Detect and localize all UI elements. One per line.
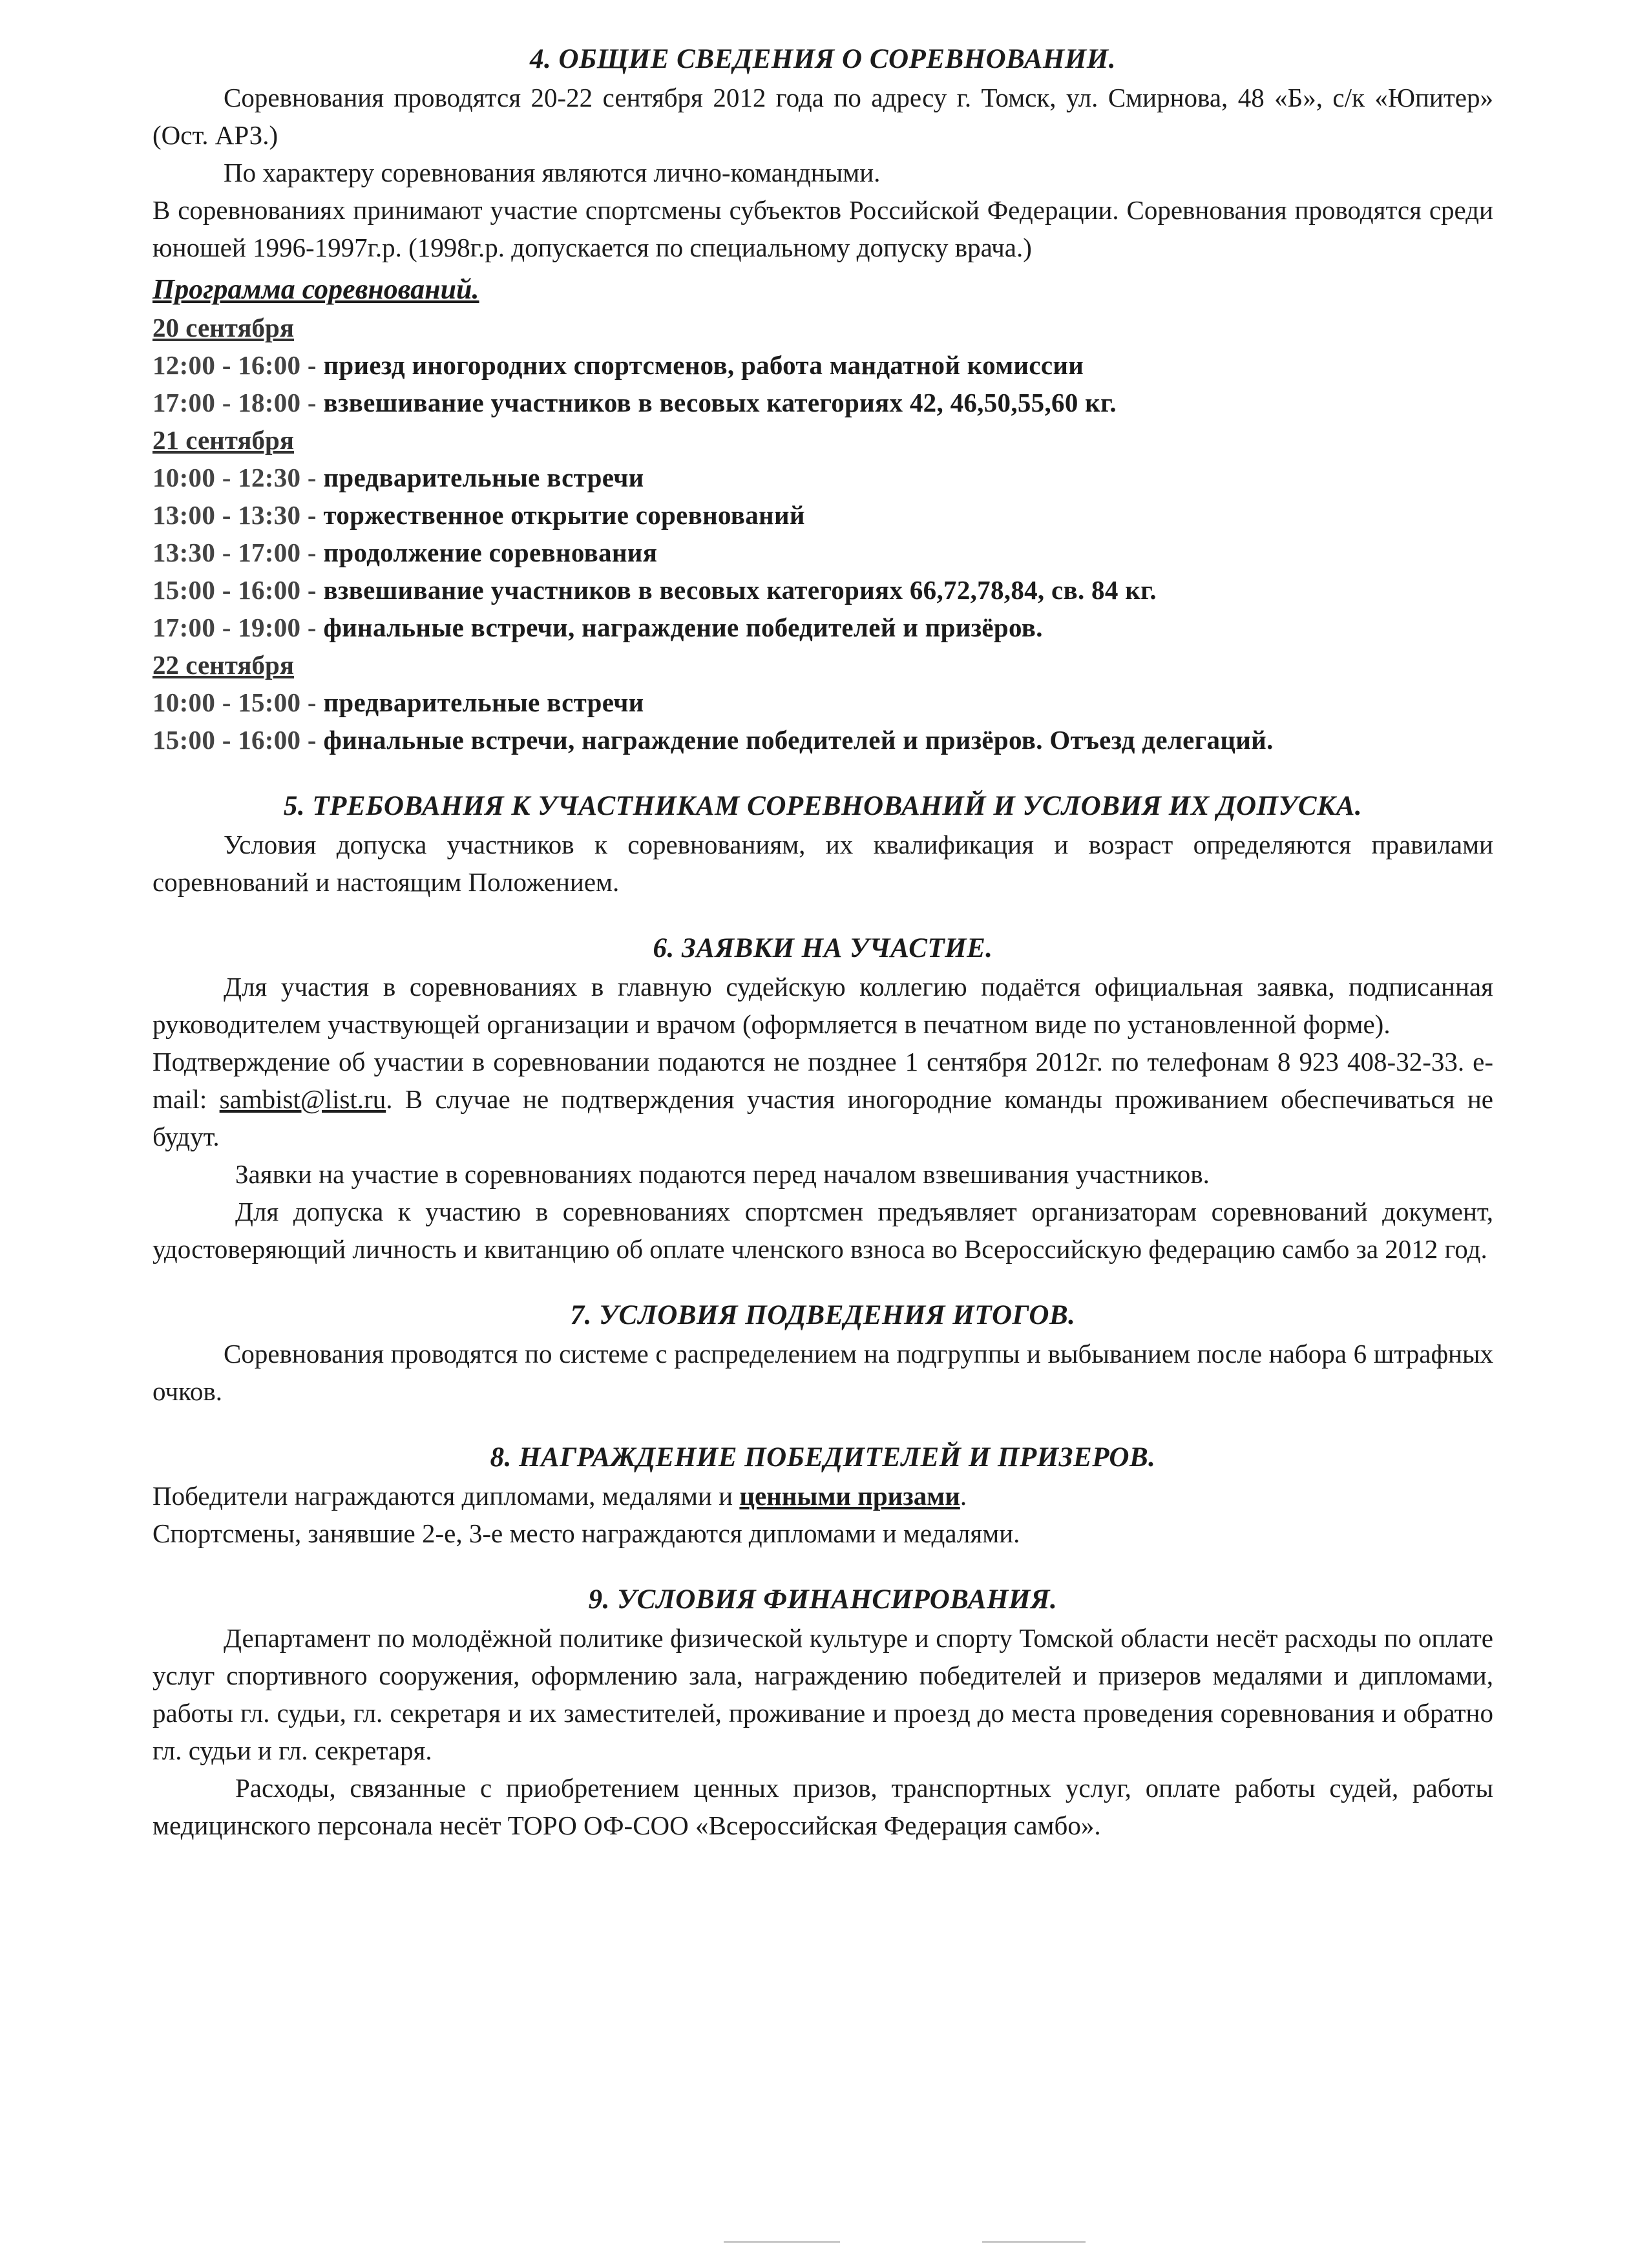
program-heading: Программа соревнований. xyxy=(152,273,479,305)
email-link[interactable]: sambist@list.ru xyxy=(219,1084,386,1114)
schedule-time: 17:00 - 19:00 - xyxy=(152,613,317,642)
schedule-item xyxy=(152,721,1493,759)
section-4-paragraph-dates: Соревнования проводятся 20-22 сентября 2012 года по адресу г. Томск, ул. Смирнова, 48 «Б», с/к «Юпитер» (Ост. АРЗ.) xyxy=(152,83,1493,150)
section-spacer xyxy=(152,1410,1493,1438)
schedule-text: торжественное открытие соревнований xyxy=(323,500,805,530)
section-4-paragraph-participants: В соревнованиях принимают участие спортсмены субъектов Российской Федерации. Соревнования проводятся среди юношей 1996-1997г.р. (1998г.р. допускается по специальному допуску врача.) xyxy=(152,195,1493,262)
program-day-date: 21 сентября xyxy=(152,425,295,455)
section-8-paragraph-winners xyxy=(152,1477,1493,1515)
schedule-text: взвешивание участников в весовых категориях 66,72,78,84, св. 84 кг. xyxy=(323,575,1157,605)
section-spacer xyxy=(152,1552,1493,1580)
document-body xyxy=(152,40,1493,1844)
winners-text: Победители награждаются дипломами, медалями и xyxy=(152,1481,740,1511)
section-7-paragraph: Соревнования проводятся по системе с распределением на подгруппы и выбыванием после набора 6 штрафных очков. xyxy=(152,1339,1493,1406)
section-9-heading: 9. УСЛОВИЯ ФИНАНСИРОВАНИЯ. xyxy=(588,1584,1058,1615)
schedule-time: 10:00 - 15:00 - xyxy=(152,688,317,717)
schedule-time: 10:00 - 12:30 - xyxy=(152,463,317,492)
section-6-paragraph-application: Для участия в соревнованиях в главную судейскую коллегию подаётся официальная заявка, подписанная руководителем участвующей организации и врачом (оформляется в печатном виде по установленной форме). xyxy=(152,972,1493,1039)
schedule-item xyxy=(152,496,1493,534)
valuable-prizes-text: ценными призами xyxy=(739,1481,960,1511)
schedule-time: 13:00 - 13:30 - xyxy=(152,500,317,530)
schedule-time: 17:00 - 18:00 - xyxy=(152,388,317,417)
section-6-heading: 6. ЗАЯВКИ НА УЧАСТИЕ. xyxy=(653,933,993,963)
schedule-text: финальные встречи, награждение победителей и призёров. Отъезд делегаций. xyxy=(323,725,1274,755)
program-day-date: 20 сентября xyxy=(152,313,295,342)
schedule-text: приезд иногородних спортсменов, работа мандатной комиссии xyxy=(323,350,1084,380)
schedule-item xyxy=(152,571,1493,609)
schedule-text: предварительные встречи xyxy=(323,463,644,492)
section-6-paragraph-confirmation xyxy=(152,1043,1493,1155)
program-day-3 xyxy=(152,646,1493,759)
schedule-text: финальные встречи, награждение победителей и призёров. xyxy=(323,613,1043,642)
section-8-heading: 8. НАГРАЖДЕНИЕ ПОБЕДИТЕЛЕЙ И ПРИЗЕРОВ. xyxy=(490,1442,1156,1473)
winners-text-end: . xyxy=(960,1481,967,1511)
section-spacer xyxy=(152,1268,1493,1296)
section-5-paragraph: Условия допуска участников к соревнованиям, их квалификация и возраст определяются правилами соревнований и настоящим Положением. xyxy=(152,830,1493,897)
section-6-paragraph-submission: Заявки на участие в соревнованиях подаются перед началом взвешивания участников. xyxy=(235,1159,1210,1189)
program-day-1 xyxy=(152,309,1493,421)
section-8-paragraph-runners-up: Спортсмены, занявшие 2-е, 3-е место награждаются дипломами и медалями. xyxy=(152,1518,1020,1548)
section-5-heading: 5. ТРЕБОВАНИЯ К УЧАСТНИКАМ СОРЕВНОВАНИЙ И УСЛОВИЯ ИХ ДОПУСКА. xyxy=(283,791,1363,821)
program-day-2 xyxy=(152,421,1493,646)
schedule-item xyxy=(152,346,1493,384)
schedule-time: 13:30 - 17:00 - xyxy=(152,538,317,567)
schedule-text: взвешивание участников в весовых категориях 42, 46,50,55,60 кг. xyxy=(323,388,1117,417)
section-9-paragraph-department: Департамент по молодёжной политике физической культуре и спорту Томской области несёт расходы по оплате услуг спортивного сооружения, оформлению зала, награждению победителей и призеров медалями и дипломами, работы гл. судьи, гл. секретаря и их заместителей, проживание и проезд до места проведения соревнования и обратно гл. судьи и гл. секретаря. xyxy=(152,1623,1493,1765)
schedule-item xyxy=(152,384,1493,421)
scan-mark xyxy=(724,2241,840,2243)
confirmation-text: Подтверждение об участии в соревновании подаются не позднее 1 сентября 2012г. по телефонам 8 923 408-32-33. e-mail: xyxy=(152,1047,1493,1114)
section-7-heading: 7. УСЛОВИЯ ПОДВЕДЕНИЯ ИТОГОВ. xyxy=(570,1300,1076,1330)
schedule-time: 15:00 - 16:00 - xyxy=(152,725,317,755)
schedule-time: 15:00 - 16:00 - xyxy=(152,575,317,605)
section-9-paragraph-expenses: Расходы, связанные с приобретением ценных призов, транспортных услуг, оплате работы судей, работы медицинского персонала несёт ТОРО ОФ-СОО «Всероссийская Федерация самбо». xyxy=(152,1773,1493,1840)
schedule-item xyxy=(152,609,1493,646)
section-4-heading: 4. ОБЩИЕ СВЕДЕНИЯ О СОРЕВНОВАНИИ. xyxy=(529,44,1116,74)
schedule-item xyxy=(152,534,1493,571)
section-6-paragraph-documents: Для допуска к участию в соревнованиях спортсмен предъявляет организаторам соревнований документ, удостоверяющий личность и квитанцию об оплате членского взноса во Всероссийскую федерацию самбо за 2012 год. xyxy=(152,1197,1493,1264)
section-4-paragraph-type: По характеру соревнования являются лично-командными. xyxy=(224,158,881,187)
schedule-text: продолжение соревнования xyxy=(323,538,658,567)
confirmation-text-end: . В случае не подтверждения участия иногородние команды проживанием обеспечиваться не будут. xyxy=(152,1084,1493,1151)
schedule-text: предварительные встречи xyxy=(323,688,644,717)
section-spacer xyxy=(152,759,1493,787)
scan-mark xyxy=(982,2241,1086,2243)
program-day-date: 22 сентября xyxy=(152,650,295,680)
section-spacer xyxy=(152,901,1493,929)
schedule-item xyxy=(152,459,1493,496)
schedule-item xyxy=(152,684,1493,721)
schedule-time: 12:00 - 16:00 - xyxy=(152,350,317,380)
